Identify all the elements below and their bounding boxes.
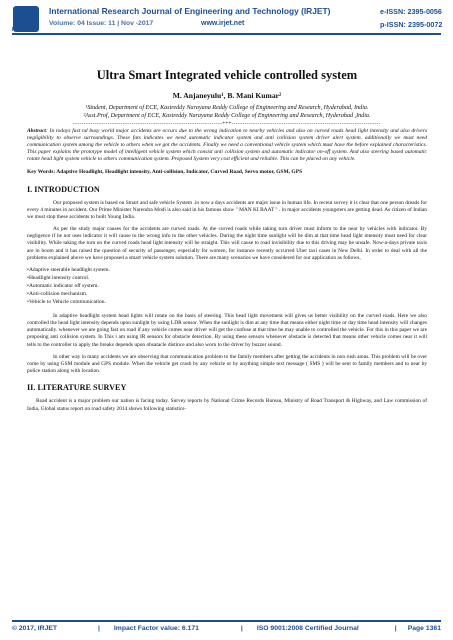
journal-website-link[interactable]: www.irjet.net [201,20,245,27]
journal-name: International Research Journal of Engineering and Technology (IRJET) [49,6,331,16]
abstract-label: Abstract [27,128,46,135]
intro-paragraph-4: In other way in many accidents we are observing that communication problem to the family members after getting the accidents in non rush areas. This problem will be over come by using GSM module and GPS module. When the vehicle get crash by any vehicle or by anything simple text message ( SMS ) will be sent to family members and to near by police station along with location. [27,353,427,375]
header-rule [12,33,441,35]
intro-paragraph-2: As per the study major causes for the accidents are curved roads. At the curved roads while taking turn driver must inform to the near by vehicles with indicator. By negligence if he not uses indicator it will cause to the wrong info to the other vehicles. During the night time sunlight will be dim at that time head light intensity must need for clear visibility. While taking the turn on the curved roads head light intensity will be straight. This will cause to road invisibility due to this driving may be unsafe. Now-a-days private taxis are in boom and it has raised the question of security of passenger, especially for women, for instance recently occurred Uber taxi cases in New Delhi. In order to deal with all the problems explained above we have proposed a smart vehicle system solution. There are many scenarios we have considered for our application as follows, [27,226,427,261]
feature-list [27,267,427,307]
section-heading-literature-survey: II. LITERATURE SURVEY [27,383,127,393]
separator-line: ---------------------------------------------------------------------***--------------------------------------------------------------------- [73,122,381,128]
affiliation-2: ²Asst.Prof, Department of ECE, Kasireddy Narayana Reddy College of Engineering and Research, Hyderabad ,India. [83,112,371,119]
affiliation-1: ¹Student, Department of ECE, Kasireddy Narayana Reddy College of Engineering and Research, Hyderabad, India. [85,105,369,111]
footer-page-number: Page 1361 [407,625,441,632]
footer-impact-factor: Impact Factor value: 6.171 [113,625,199,632]
footer-iso: ISO 9001:2008 Certified Journal [256,625,359,632]
list-item: • Vehicle to Vehicle communication. [27,299,427,307]
paper-title: Ultra Smart Integrated vehicle controlled system [96,68,358,82]
affiliations [27,105,427,120]
footer-copyright: © 2017, IRJET [12,625,58,632]
intro-paragraph-3: In adaptive headlight system head lights will rotate on the basis of steering. This head light movement will gives us better visibility on the curved roads. Here we also controlled the head light intensity depends upon sunlight by using LDR sensor. When the sunlight is dim at any time that means either night time or day time head intensity will changes automatically. whenever we are going fast on road if any vehicle comes near driver will get the confuse at that time he may unable to controlled the vehicle. For this in this paper we are proposing anti collision system. In This i am using IR sensors for obstacle detection. By using these sensors whenever obstacle is detected that means other vehicle comes near it will tells to the controller to apply the breaks depends upon obsatacle distince and also worn to the driver by buzzer sound. [27,312,427,348]
paper-body [27,68,427,418]
list-item: • Automatic indicator off system. [27,283,427,291]
list-item: • Adaptive steerable headlight system. [27,267,427,275]
list-item: • Anti-collision mechanism. [27,291,427,299]
volume-issue: Volume: 04 Issue: 11 | Nov -2017 [49,20,154,27]
keywords: Key Words: Adaptive Headlight, Headlight intensity, Anti-collision, Indicator, Curved Road, Servo motor, GSM, GPS [27,169,303,176]
literature-paragraph-1: Road accident is a major problem our nation is facing today. Survey reports by National Crime Records Bureau, Ministry of Road Transport & Highway, and Law commission of India, Global status report on road safety 2014 shows following statistics- [27,398,427,412]
page-header [0,0,453,40]
abstract-text: : In todays fast nd busy world major accidents are occurs due to the wrong indication to nearby vehicles and also on curved roads head light intensity and also drivers negligibility to observe surroundings. These fats indicates we need automatic indicator system and anti collision system driver alert system. additionally we must need communication system among the vehicle to others when we got the accidents. Finally we need a conventional vehicle system which must have the before explained characteristics. This paper explains the prototype model of intelligent vehicle system which consist anti collision system and automatic indicator on-off system. And also steering based automatic rotate head light system vehicle to others communication system. Proposed System very cost efficient and reliable. This can be placed on any vehicle. [27,128,427,163]
page-footer: © 2017, IRJET | Impact Factor value: 6.171 | ISO 9001:2008 Certified Journal | Page 1361 [12,620,441,632]
section-heading-introduction: I. INTRODUCTION [27,184,100,194]
paper-authors: M. Anjaneyulu¹, B. Mani Kumar² [172,91,282,100]
logo-label: IRJET [11,27,27,33]
p-issn: p-ISSN: 2395-0072 [380,20,443,29]
footer-rule [12,620,441,622]
intro-paragraph-1: Our proposed system is based on Smart and safe vehicle System .in now a days accidents are major issue in human life. In recent survey it is clear that one person dreads for every 4 minutes in accident. Our Prime Minister Narendra Modi is also said in his famous show " MAN KI BAAT " . in major accidents youngsters are getting dead. As citizen of Indian we must stop these accidents to built Young India. [27,199,427,220]
e-issn: e-ISSN: 2395-0056 [380,7,442,16]
abstract [27,128,427,163]
list-item: • Headlight intensity control. [27,275,427,283]
